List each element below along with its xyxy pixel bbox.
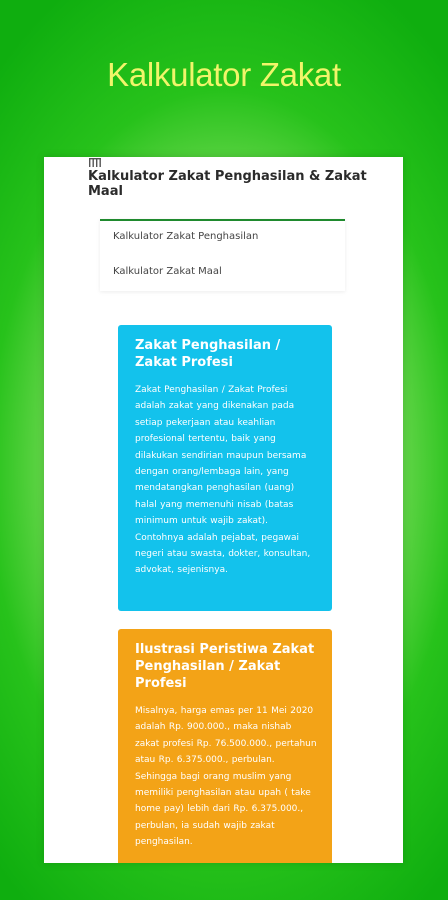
calculator-tabs: [100, 219, 345, 291]
tab-zakat-maal[interactable]: Kalkulator Zakat Maal: [113, 266, 222, 277]
promo-title: Kalkulator Zakat: [107, 56, 341, 93]
info-card-zakat-profesi: [118, 325, 332, 611]
card-body: Misalnya, harga emas per 11 Mei 2020 adalah Rp. 900.000., maka nishab zakat profesi Rp. 76.500.000., pertahun atau Rp. 6.375.000., perbulan. Sehingga bagi orang muslim yang memiliki penghasilan atau upah ( take home pay) lebih dari Rp. 6.375.000., perbulan, ia sudah wajib zakat penghasilan.: [135, 706, 317, 848]
menu-grid-icon[interactable]: [89, 158, 101, 167]
card-body: Zakat Penghasilan / Zakat Profesi adalah zakat yang dikenakan pada setiap pekerjaan atau keahlian profesional tertentu, baik yang dilakukan sendirian maupun bersama dengan orang/lembaga lain, yang mendatangkan penghasilan (uang) halal yang memenuhi nisab (batas minimum untuk wajib zakat). Contohnya adalah pejabat, pegawai negeri atau swasta, dokter, konsultan, advokat, sejenisnya.: [135, 385, 311, 576]
card-title: Ilustrasi Peristiwa Zakat Penghasilan / Zakat Profesi: [135, 642, 315, 691]
tab-zakat-penghasilan[interactable]: Kalkulator Zakat Penghasilan: [113, 231, 259, 242]
active-tab-indicator: [100, 219, 271, 221]
info-card-ilustrasi: [118, 629, 332, 863]
card-title: Zakat Penghasilan / Zakat Profesi: [135, 338, 281, 370]
app-title: Kalkulator Zakat Penghasilan & Zakat Maal: [88, 169, 367, 199]
phone-screen: [44, 157, 403, 863]
